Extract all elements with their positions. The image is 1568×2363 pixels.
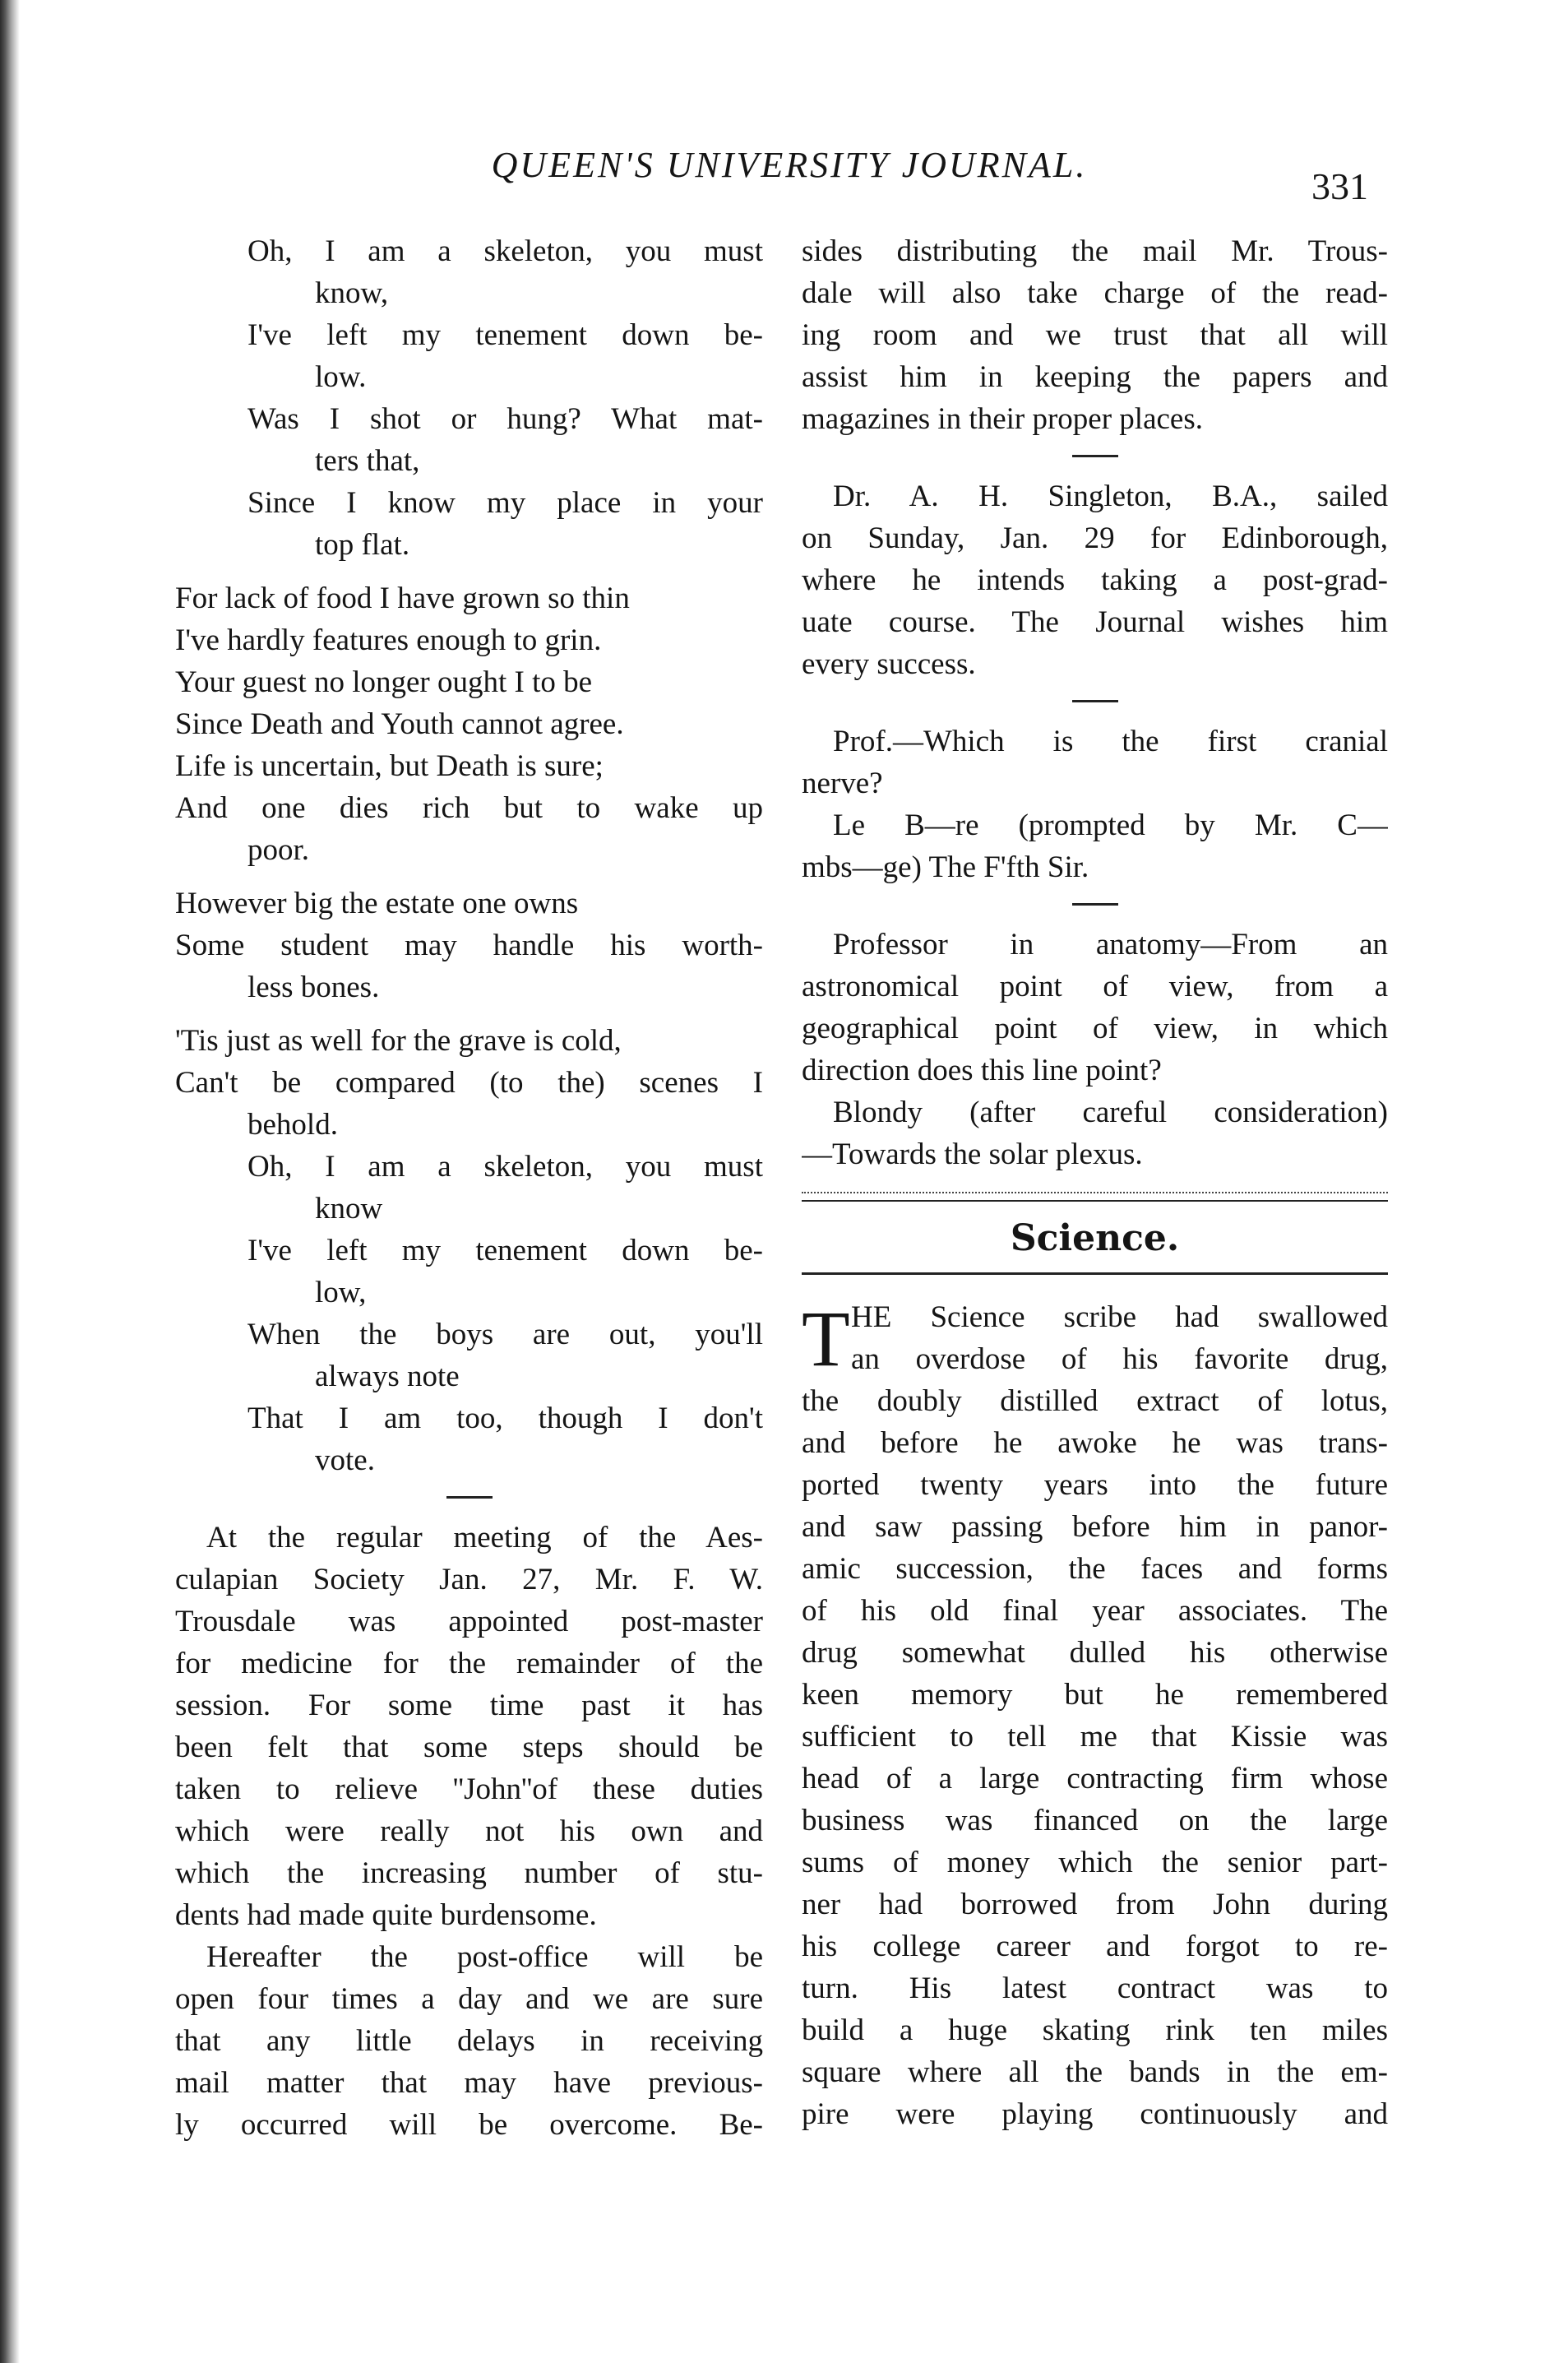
section-divider	[446, 1496, 493, 1499]
poem-line: Oh, I am a skeleton, you must	[247, 234, 763, 268]
text-line: session. For some time past it has	[175, 1689, 763, 1722]
page-edge	[0, 0, 20, 2363]
text-line: Dr. A. H. Singleton, B.A., sailed	[833, 480, 1388, 513]
text-line: which were really not his own and	[175, 1814, 763, 1848]
poem-line: less bones.	[247, 971, 380, 1004]
text-line: astronomical point of view, from a	[802, 970, 1388, 1003]
text-line: direction does this line point?	[802, 1054, 1162, 1087]
poem-line: know	[315, 1192, 383, 1226]
poem-line: poor.	[247, 833, 310, 867]
poem-line: Can't be compared (to the) scenes I	[175, 1066, 763, 1100]
text-line: Trousdale was appointed post-master	[175, 1605, 763, 1638]
text-line: Hereafter the post-office will be	[206, 1940, 763, 1974]
poem-line: Oh, I am a skeleton, you must	[247, 1150, 763, 1184]
text-line: amic succession, the faces and forms	[802, 1552, 1388, 1586]
poem-line: ters that,	[315, 444, 420, 478]
text-line: on Sunday, Jan. 29 for Edinborough,	[802, 521, 1388, 555]
aesculapian-paragraph	[175, 1517, 763, 2146]
poem-line: That I am too, though I don't	[247, 1402, 763, 1435]
text-line: business was financed on the large	[802, 1804, 1388, 1837]
text-line: open four times a day and we are sure	[175, 1982, 763, 2016]
poem-line: When the boys are out, you'll	[247, 1318, 763, 1351]
poem-line: 'Tis just as well for the grave is cold,	[175, 1024, 622, 1058]
text-line: nerve?	[802, 767, 883, 800]
poem-line: low,	[315, 1276, 367, 1309]
text-line: ported twenty years into the future	[802, 1468, 1388, 1502]
science-article	[802, 1296, 1388, 2135]
section-title-science: Science.	[1010, 1217, 1180, 1259]
poem	[175, 230, 763, 1481]
poem-line: low.	[315, 360, 367, 394]
text-line: mail matter that may have previous-	[175, 2066, 763, 2100]
text-line: sufficient to tell me that Kissie was	[802, 1720, 1388, 1754]
text-line: sides distributing the mail Mr. Trous-	[802, 234, 1388, 268]
singleton-paragraph	[802, 475, 1388, 685]
section-divider	[1072, 455, 1118, 457]
poem-line: always note	[315, 1360, 460, 1393]
text-line: that any little delays in receiving	[175, 2024, 763, 2058]
poem-line: And one dies rich but to wake up	[175, 791, 763, 825]
text-line: Blondy (after careful consideration)	[833, 1096, 1388, 1129]
text-line: dents had made quite burdensome.	[175, 1898, 597, 1932]
text-line: ly occurred will be overcome. Be-	[175, 2108, 763, 2142]
text-line: for medicine for the remainder of the	[175, 1647, 763, 1680]
text-line: culapian Society Jan. 27, Mr. F. W.	[175, 1563, 763, 1596]
text-line: pire were playing continuously and	[802, 2097, 1388, 2131]
text-line: Le B—re (prompted by Mr. C—	[833, 809, 1388, 842]
anatomy-joke	[802, 924, 1388, 1175]
section-divider	[1072, 700, 1118, 702]
text-line: Professor in anatomy—From an	[833, 928, 1388, 961]
text-line: ing room and we trust that all will	[802, 318, 1388, 352]
title-underline	[802, 1272, 1388, 1275]
poem-line: Since Death and Youth cannot agree.	[175, 707, 624, 741]
text-line: sums of money which the senior part-	[802, 1846, 1388, 1879]
text-line: dale will also take charge of the read-	[802, 276, 1388, 310]
text-line: build a huge skating rink ten miles	[802, 2013, 1388, 2047]
drop-cap: T	[802, 1295, 850, 1383]
text-line: drug somewhat dulled his otherwise	[802, 1636, 1388, 1670]
trousdale-paragraph-continued	[802, 230, 1388, 440]
page-number: 331	[1311, 165, 1368, 207]
poem-line: Was I shot or hung? What mat-	[247, 402, 763, 436]
poem-line: I've left my tenement down be-	[247, 1234, 763, 1267]
text-line: and saw passing before him in panor-	[802, 1510, 1388, 1544]
text-line: HE Science scribe had swallowed	[851, 1300, 1388, 1334]
text-line: —Towards the solar plexus.	[802, 1137, 1143, 1171]
poem-line: Since I know my place in your	[247, 486, 763, 520]
text-line: and before he awoke he was trans-	[802, 1426, 1388, 1460]
running-header: QUEEN'S UNIVERSITY JOURNAL.	[491, 145, 1088, 185]
text-line: the doubly distilled extract of lotus,	[802, 1384, 1388, 1418]
text-line: keen memory but he remembered	[802, 1678, 1388, 1712]
poem-line: For lack of food I have grown so thin	[175, 581, 630, 615]
text-line: been felt that some steps should be	[175, 1731, 763, 1764]
text-line: uate course. The Journal wishes him	[802, 605, 1388, 639]
poem-line: top flat.	[315, 528, 410, 562]
text-line: of his old final year associates. The	[802, 1594, 1388, 1628]
poem-line: Your guest no longer ought I to be	[175, 665, 593, 699]
text-line: Prof.—Which is the first cranial	[833, 725, 1388, 758]
text-line: square where all the bands in the em-	[802, 2055, 1388, 2089]
text-line: At the regular meeting of the Aes-	[206, 1521, 763, 1554]
poem-line: vote.	[315, 1443, 375, 1477]
right-column	[802, 230, 1388, 2135]
text-line: which the increasing number of stu-	[175, 1856, 763, 1890]
left-column	[175, 230, 763, 2146]
poem-line: know,	[315, 276, 389, 310]
text-line: mbs—ge) The F'fth Sir.	[802, 850, 1089, 884]
poem-line: I've left my tenement down be-	[247, 318, 763, 352]
text-line: taken to relieve ''John''of these duties	[175, 1772, 763, 1806]
text-line: magazines in their proper places.	[802, 402, 1203, 436]
text-line: head of a large contracting firm whose	[802, 1762, 1388, 1795]
text-line: an overdose of his favorite drug,	[851, 1342, 1388, 1376]
poem-line: I've hardly features enough to grin.	[175, 623, 602, 657]
poem-line: Life is uncertain, but Death is sure;	[175, 749, 604, 783]
text-line: every success.	[802, 647, 976, 681]
section-divider	[1072, 903, 1118, 906]
poem-line: However big the estate one owns	[175, 887, 579, 920]
poem-line: behold.	[247, 1108, 338, 1142]
text-line: his college career and forgot to re-	[802, 1930, 1388, 1963]
poem-line: Some student may handle his worth-	[175, 929, 763, 962]
text-line: where he intends taking a post-grad-	[802, 563, 1388, 597]
cranial-nerve-joke	[802, 720, 1388, 888]
text-line: assist him in keeping the papers and	[802, 360, 1388, 394]
text-line: ner had borrowed from John during	[802, 1888, 1388, 1921]
text-line: geographical point of view, in which	[802, 1012, 1388, 1045]
text-line: turn. His latest contract was to	[802, 1971, 1388, 2005]
section-separator	[802, 1192, 1388, 1202]
